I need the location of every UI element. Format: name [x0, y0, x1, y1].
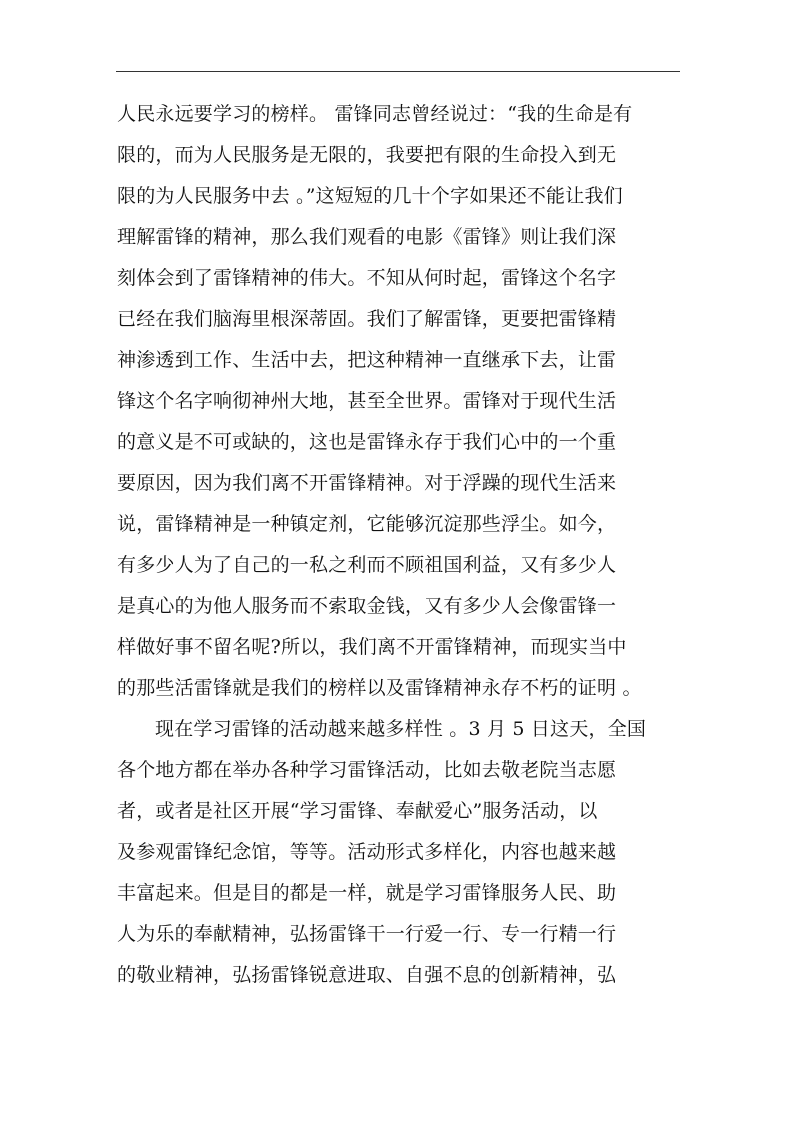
text-line: 已经在我们脑海里根深蒂固。我们了解雷锋，更要把雷锋精	[117, 308, 617, 330]
text-line: 是真心的为他人服务而不索取金钱，又有多少人会像雷锋一	[117, 595, 617, 617]
text-line: 现在学习雷锋的活动越来越多样性 。3 月 5 日这天，全国	[155, 718, 647, 740]
text-line: 有多少人为了自己的一私之利而不顾祖国利益，又有多少人	[117, 554, 617, 576]
header-rule	[116, 71, 680, 72]
text-line: 人民永远要学习的榜样。 雷锋同志曾经说过：“我的生命是有	[117, 103, 633, 125]
text-line: 限的，而为人民服务是无限的，我要把有限的生命投入到无	[117, 144, 617, 166]
text-line: 及参观雷锋纪念馆，等等。活动形式多样化，内容也越来越	[117, 841, 617, 863]
text-line: 的意义是不可或缺的，这也是雷锋永存于我们心中的一个重	[117, 431, 617, 453]
text-line: 说，雷锋精神是一种镇定剂，它能够沉淀那些浮尘。如今，	[117, 513, 617, 535]
text-line: 样做好事不留名呢?所以，我们离不开雷锋精神，而现实当中	[117, 636, 627, 658]
text-line: 的那些活雷锋就是我们的榜样以及雷锋精神永存不朽的证明 。	[117, 677, 642, 699]
text-line: 神渗透到工作、生活中去，把这种精神一直继承下去，让雷	[117, 349, 617, 371]
text-line: 者，或者是社区开展“学习雷锋、奉献爱心”服务活动，以	[117, 800, 598, 822]
text-line: 丰富起来。但是目的都是一样，就是学习雷锋服务人民、助	[117, 882, 617, 904]
text-line: 的敬业精神，弘扬雷锋锐意进取、自强不息的创新精神，弘	[117, 964, 617, 986]
text-line: 锋这个名字响彻神州大地，甚至全世界。雷锋对于现代生活	[117, 390, 617, 412]
text-line: 理解雷锋的精神，那么我们观看的电影《雷锋》则让我们深	[117, 226, 617, 248]
text-line: 要原因，因为我们离不开雷锋精神。对于浮躁的现代生活来	[117, 472, 617, 494]
text-line: 各个地方都在举办各种学习雷锋活动，比如去敬老院当志愿	[117, 759, 617, 781]
text-line: 限的为人民服务中去 。”这短短的几十个字如果还不能让我们	[117, 185, 623, 207]
text-line: 刻体会到了雷锋精神的伟大。不知从何时起，雷锋这个名字	[117, 267, 617, 289]
text-line: 人为乐的奉献精神，弘扬雷锋干一行爱一行、专一行精一行	[117, 923, 617, 945]
